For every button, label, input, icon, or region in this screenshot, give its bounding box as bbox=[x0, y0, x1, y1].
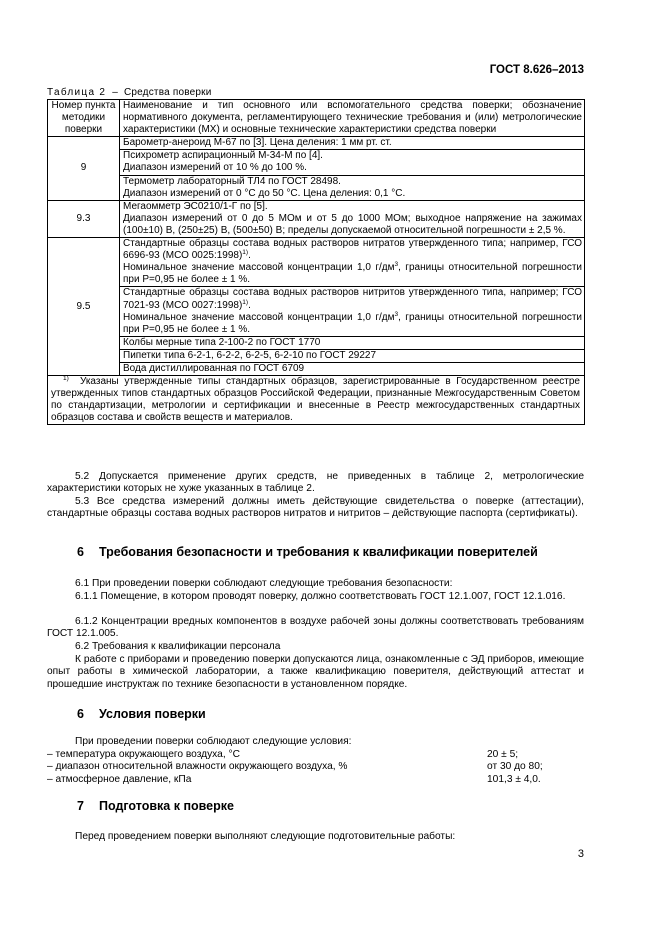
paragraph-6-2-text: К работе с приборами и проведению поверки допускаются лица, ознакомленные с ЭД приборов, имеющие опыт работы в химической лаборатории, а также квалификацию поверителя, действующий аттестат и прошедшие инструктаж по технике безопасности в установленном порядке. bbox=[47, 654, 584, 690]
paragraph-5-3: 5.3 Все средства измерений должны иметь действующие свидетельства о поверке (аттестации), стандартные образцы состава водных растворов нитратов и нитритов – действующие паспорта (сертификаты). bbox=[47, 496, 584, 520]
cell-text: Диапазон измерений от 10 % до 100 %. bbox=[123, 162, 307, 174]
table-caption-dash: – bbox=[112, 87, 118, 98]
cell-text bbox=[123, 262, 582, 286]
table-row bbox=[48, 137, 585, 150]
condition-value: 101,3 ± 4,0. bbox=[487, 773, 541, 785]
condition-value: от 30 до 80; bbox=[487, 761, 543, 773]
paragraph-6-1: 6.1 При проведении поверки соблюдают следующие требования безопасности: bbox=[75, 578, 453, 589]
table-row bbox=[48, 287, 585, 336]
cell-nitrite-standards bbox=[120, 287, 585, 336]
page-number: 3 bbox=[577, 848, 584, 860]
condition-value: 20 ± 5; bbox=[487, 749, 519, 760]
superscript: 3 bbox=[394, 310, 399, 318]
table-caption bbox=[47, 87, 212, 98]
table-caption-label: Таблица 2 bbox=[47, 87, 107, 98]
footnote-ref: 1) bbox=[242, 249, 249, 257]
cell-text: Мегаомметр ЭС0210/1-Г по [5]. bbox=[123, 200, 268, 212]
section-title: Подготовка к поверке bbox=[99, 799, 234, 813]
period: . bbox=[248, 250, 251, 262]
cell-pipettes: Пипетки типа 6-2-1, 6-2-2, 6-2-5, 6-2-10 по ГОСТ 29227 bbox=[120, 349, 585, 362]
paragraph-6-1-2: 6.1.2 Концентрации вредных компонентов в воздухе рабочей зоны должны соответствовать требованиям ГОСТ 12.1.005. bbox=[47, 616, 584, 640]
section-6-heading bbox=[77, 545, 538, 559]
footnote-text: Указаны утвержденные типы стандартных образцов, зарегистрированные в Государственном реестре утвержденных типов стандартных образцов Российской Федерации, признанные Межгосударственным Советом по стандартизации, метрологии и сертификации и внесенные в Реестр межгосударственных стандартных образцов состава и свойств веществ и материалов. bbox=[51, 376, 580, 424]
concentration-text-end: , границы относительной погрешности при Р=0,95 не более ± 1 %. bbox=[123, 311, 582, 335]
cell-text bbox=[123, 238, 582, 262]
nitrate-text: Стандартные образцы состава водных растворов нитратов утвержденного типа; например, ГСО 6696-93 (МСО 0025:1998) bbox=[123, 238, 582, 262]
conditions-intro: При проведении поверки соблюдают следующие условия: bbox=[75, 736, 352, 747]
superscript: 3 bbox=[394, 261, 399, 269]
cell-text: Диапазон измерений от 0 °С до 50 °С. Цена деления: 0,1 °С. bbox=[123, 187, 406, 199]
concentration-text-end: , границы относительной погрешности при Р=0,95 не более ± 1 %. bbox=[123, 262, 582, 286]
table-footnote-row bbox=[48, 376, 585, 425]
condition-label: – диапазон относительной влажности окружающего воздуха, % bbox=[47, 761, 348, 773]
section-number: 7 bbox=[77, 799, 84, 813]
condition-label: – температура окружающего воздуха, °С bbox=[47, 749, 240, 760]
col-header-item-number: Номер пункта методики поверки bbox=[48, 100, 120, 137]
table-header-row bbox=[48, 100, 585, 137]
table-row bbox=[48, 349, 585, 362]
condition-label: – атмосферное давление, кПа bbox=[47, 773, 192, 785]
paragraph-6-1-1: 6.1.1 Помещение, в котором проводят поверку, должно соответствовать ГОСТ 12.1.007, ГОСТ 12.1.016. bbox=[75, 591, 566, 602]
list-item bbox=[47, 774, 584, 786]
table-row bbox=[48, 150, 585, 175]
cell-nitrate-standards bbox=[120, 238, 585, 287]
cell-flasks: Колбы мерные типа 2-100-2 по ГОСТ 1770 bbox=[120, 336, 585, 349]
section-number: 6 bbox=[77, 707, 84, 721]
table-row bbox=[48, 175, 585, 200]
table-row bbox=[48, 362, 585, 375]
paragraph-7: Перед проведением поверки выполняют следующие подготовительные работы: bbox=[75, 831, 456, 842]
col-header-means: Наименование и тип основного или вспомогательного средства поверки; обозначение нормативного документа, регламентирующего технические требования и (или) метрологические характеристики (МХ) и основные технические характеристики средства поверки bbox=[120, 100, 585, 137]
section-title: Требования безопасности и требования к квалификации поверителей bbox=[99, 545, 538, 559]
table-footnote bbox=[48, 376, 585, 425]
cell-thermometer bbox=[120, 175, 585, 200]
footnote-mark: 1) bbox=[63, 375, 69, 383]
row-number-9-3: 9.3 bbox=[48, 200, 120, 237]
concentration-text: Номинальное значение массовой концентрации 1,0 г/дм bbox=[123, 262, 395, 274]
row-number-9-5: 9.5 bbox=[48, 238, 120, 376]
cell-psychrometer bbox=[120, 150, 585, 175]
table-row bbox=[48, 200, 585, 237]
cell-barometer: Барометр-анероид М-67 по [3]. Цена деления: 1 мм рт. ст. bbox=[120, 137, 585, 150]
list-item bbox=[47, 749, 584, 761]
table-row bbox=[48, 336, 585, 349]
cell-text bbox=[123, 312, 582, 336]
document-id: ГОСТ 8.626–2013 bbox=[489, 64, 584, 76]
cell-text: Психрометр аспирационный М-34-М по [4]. bbox=[123, 150, 323, 162]
conditions-list bbox=[47, 749, 584, 786]
section-7-heading bbox=[77, 799, 234, 813]
list-item bbox=[47, 761, 584, 773]
section-conditions-heading bbox=[77, 707, 206, 721]
footnote-ref: 1) bbox=[242, 298, 249, 306]
period: . bbox=[248, 299, 251, 311]
cell-distilled-water: Вода дистиллированная по ГОСТ 6709 bbox=[120, 362, 585, 375]
table-row bbox=[48, 238, 585, 287]
cell-text: Диапазон измерений от 0 до 5 МОм и от 5 до 1000 МОм; выходное напряжение на зажимах (100±10) В, (250±25) В, (500±50) В; пределы допускаемой относительной погрешности ± 2,5 %. bbox=[123, 212, 582, 236]
concentration-text: Номинальное значение массовой концентрации 1,0 г/дм bbox=[123, 311, 395, 323]
row-number-9: 9 bbox=[48, 137, 120, 200]
section-number: 6 bbox=[77, 545, 84, 559]
nitrite-text: Стандартные образцы состава водных растворов нитритов утвержденного типа, например; ГСО 7021-93 (МСО 0027:1998) bbox=[123, 287, 582, 311]
paragraph-5-2: 5.2 Допускается применение других средств, не приведенных в таблице 2, метрологические характеристики которых не хуже указанных в таблице 2. bbox=[47, 471, 584, 495]
cell-megohmmeter bbox=[120, 200, 585, 237]
table-caption-title: Средства поверки bbox=[123, 87, 212, 98]
cell-text: Термометр лабораторный ТЛ4 по ГОСТ 28498. bbox=[123, 175, 341, 187]
cell-text bbox=[123, 287, 582, 311]
section-title: Условия поверки bbox=[99, 707, 206, 721]
verification-means-table bbox=[47, 99, 585, 425]
paragraph-6-2: 6.2 Требования к квалификации персонала bbox=[75, 641, 281, 652]
